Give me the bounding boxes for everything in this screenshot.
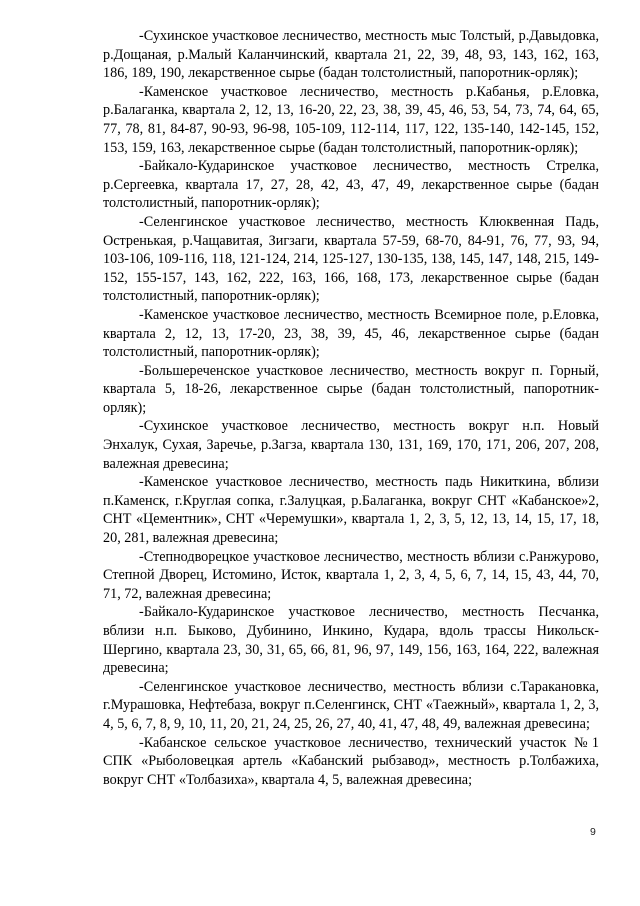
page-number: 9 — [590, 826, 596, 838]
paragraph-3: -Байкало-Кударинское участковое лесничество, местность Стрелка, р.Сергеевка, квартала 17, 27, 28, 42, 43, 47, 49, лекарственное сырье (бадан толстолистный, папоротник-орляк); — [103, 158, 599, 212]
paragraph-10: -Байкало-Кударинское участковое лесничество, местность Песчанка, вблизи н.п. Быково, Дубинино, Инкино, Кудара, вдоль трассы Никольск-Шергино, квартала 23, 30, 31, 65, 66, 81, 96, 97, 149, 156, 163, 164, 222, валежная древесина; — [103, 604, 599, 677]
paragraph-9: -Степнодворецкое участковое лесничество, местность вблизи с.Ранжурово, Степной Дворец, Истомино, Исток, квартала 1, 2, 3, 4, 5, 6, 7, 14, 15, 43, 44, 70, 71, 72, валежная древесина; — [103, 548, 599, 602]
paragraph-11: -Селенгинское участковое лесничество, местность вблизи с.Таракановка, г.Мурашовка, Нефтебаза, вокруг п.Селенгинск, СНТ «Таежный», квартала 1, 2, 3, 4, 5, 6, 7, 8, 9, 10, 11, 20, 21, 24, 25, 26, 27, 40, 41, 47, 48, 49, валежная древесина; — [103, 678, 599, 732]
paragraph-7: -Сухинское участковое лесничество, местность вокруг н.п. Новый Энхалук, Сухая, Заречье, р.Загза, квартала 130, 131, 169, 170, 171, 206, 207, 208, валежная древесина; — [103, 418, 599, 472]
paragraph-5: -Каменское участковое лесничество, местность Всемирное поле, р.Еловка, квартала 2, 12, 13, 17-20, 23, 38, 39, 45, 46, лекарственное сырье (бадан толстолистный, папоротник-орляк); — [103, 306, 599, 361]
paragraph-1: -Сухинское участковое лесничество, местность мыс Толстый, р.Давыдовка, р.Дощаная, р.Малый Каланчинский, квартала 21, 22, 39, 48, 93, 143, 162, 163, 186, 189, 190, лекарственное сырье (бадан толстолистный, папоротник-орляк); — [103, 28, 599, 82]
paragraph-2: -Каменское участковое лесничество, местность р.Кабанья, р.Еловка, р.Балаганка, квартала 2, 12, 13, 16-20, 22, 23, 38, 39, 45, 46, 53, 54, 73, 74, 64, 65, 77, 78, 81, 84-87, 90-93, 96-98, 105-109, 112-114, 117, 122, 135-140, 142-145, 152, 153, 159, 163, лекарственное сырье (бадан толстолистный, папоротник-орляк); — [103, 83, 599, 156]
paragraph-12: -Кабанское сельское участковое лесничество, технический участок №1 СПК «Рыболовецкая артель «Кабанский рыбзавод», местность р.Толбажиха, вокруг СНТ «Толбазиха», квартала 4, 5, валежная древесина; — [103, 734, 599, 788]
paragraph-4: -Селенгинское участковое лесничество, местность Клюквенная Падь, Остренькая, р.Чащавитая, Зигзаги, квартала 57-59, 68-70, 84-91, 76, 77, 93, 94, 103-106, 109-116, 118, 121-124, 214, 125-127, 130-135, 138, 145, 147, 148, 215, 149-152, 155-157, 143, 162, 222, 163, 166, 168, 173, лекарственное сырье (бадан толстолистный, папоротник-орляк); — [103, 213, 599, 305]
paragraph-8: -Каменское участковое лесничество, местность падь Никиткина, вблизи п.Каменск, г.Круглая сопка, г.Залуцкая, р.Балаганка, вокруг СНТ «Кабанское»2, СНТ «Цементник», СНТ «Черемушки», квартала 1, 2, 3, 5, 12, 13, 14, 15, 17, 18, 20, 281, валежная древесина; — [103, 474, 599, 547]
document-page — [103, 27, 599, 789]
paragraph-6: -Большереченское участковое лесничество, местность вокруг п. Горный, квартала 5, 18-26, лекарственное сырье (бадан толстолистный, папоротник-орляк); — [103, 362, 599, 416]
